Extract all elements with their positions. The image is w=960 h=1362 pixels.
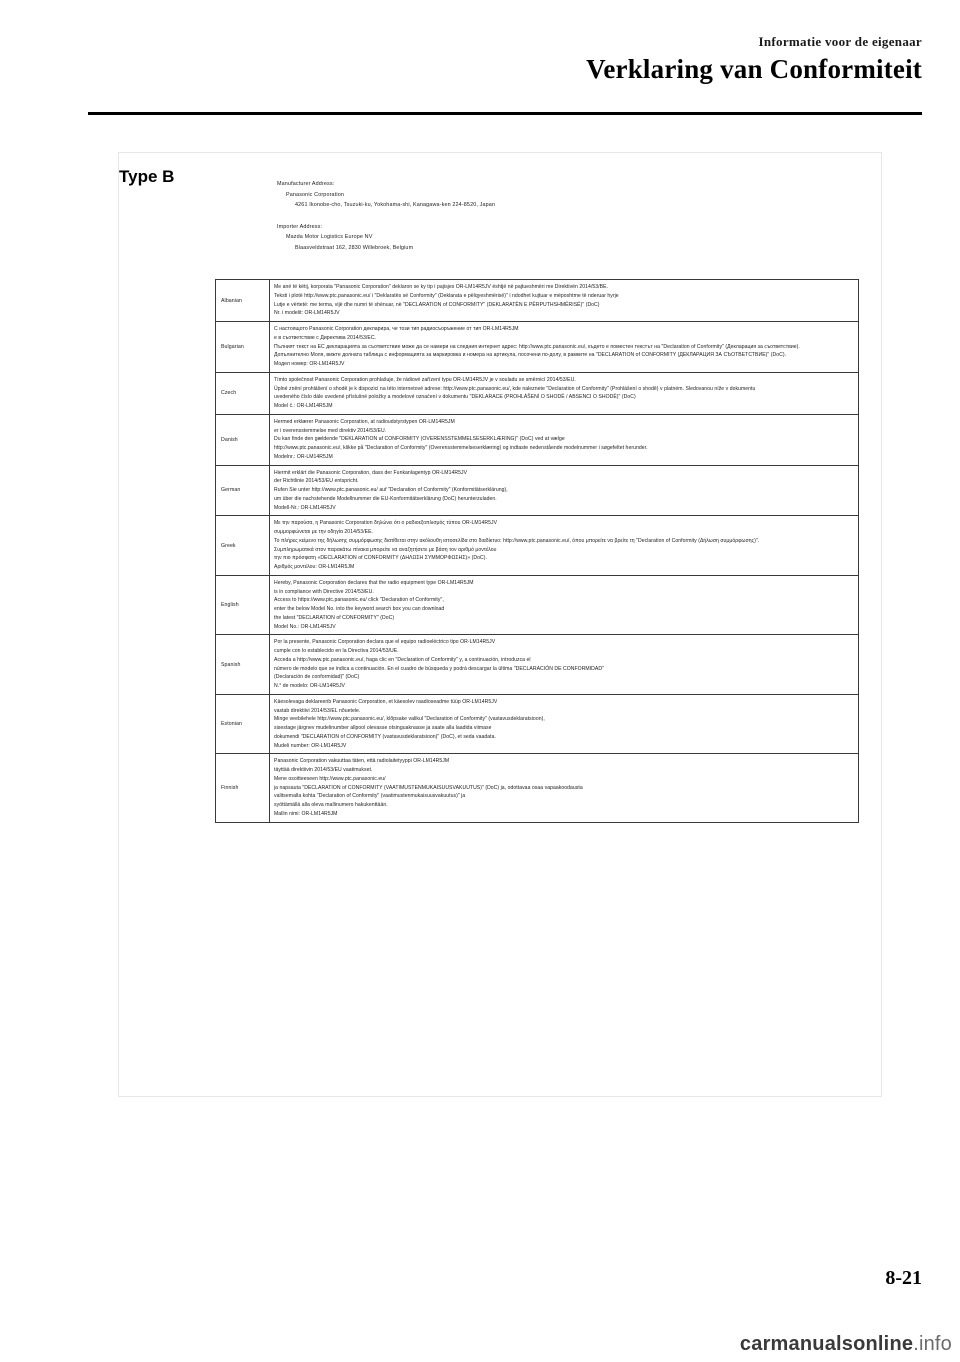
declaration-text-line: (Declaración de conformidad)" (DoC): [274, 674, 360, 681]
declaration-text-line: Допълнително Моля, вижте долната таблица с информацията за маркировка и номера на артикула, посочени по-долу, в рамките на "DECLARATION of CONFORMITY (ДЕКЛАРАЦИЯ ЗА СЪОТВЕТСТВИЕ)" (DoC).: [274, 352, 787, 359]
declaration-text-cell: [270, 516, 859, 576]
table-row: [216, 465, 859, 516]
declaration-text-line: Το πλήρες κείμενο της δήλωσης συμμόρφωσης διατίθεται στην ακόλουθη ιστοσελίδα στο διαδίκτυο: http://www.ptc.panasonic.eu/, όπου μπορείτε να βρείτε τη "Declaration of Conformity (Δήλωση συμμόρφωσης)".: [274, 537, 760, 544]
declaration-text-line: cumple con lo establecido en la Directiva 2014/53/UE.: [274, 648, 399, 654]
declaration-text-line: Käesolevaga deklareerib Panasonic Corporation, et käesolev raadioseadme tüüp OR-LM14R5JV: [274, 698, 498, 705]
declaration-text-line: the latest "DECLARATION of CONFORMITY" (DoC): [274, 614, 395, 621]
document-frame: [118, 152, 882, 1097]
table-row: [216, 754, 859, 822]
language-cell: Greek: [216, 516, 270, 576]
declaration-text-line: enter the below Model No. into the keyword search box you can download: [274, 606, 445, 612]
language-cell: Spanish: [216, 635, 270, 695]
header-divider: [88, 112, 922, 115]
declaration-table-body: [216, 280, 859, 823]
declaration-text-line: syöttämällä alla oleva mallinumero hakukenttään.: [274, 802, 388, 808]
declaration-text-line: Με την παρούσα, η Panasonic Corporation δηλώνει ότι ο ραδιοεξοπλισμός τύπου OR-LM14R5JV: [274, 520, 498, 527]
declaration-text-line: ja napsauta "DECLARATION of CONFORMITY (VAATIMUSTENMUKAISUUSVAKUUTUS)" (DoC) ja, odottavaa osaa vapaakoodausta: [274, 784, 583, 791]
manufacturer-address-line: 4261 Ikonobe-cho, Tsuzuki-ku, Yokohama-shi, Kanagawa-ken 224-8520, Japan: [295, 202, 496, 209]
declaration-text-line: Access to https://www.ptc.panasonic.eu/ click "Declaration of Conformity",: [274, 597, 444, 604]
watermark-suffix: .info: [913, 1333, 952, 1355]
manufacturer-name: Panasonic Corporation: [286, 191, 344, 198]
declaration-text-line: número de modelo que se indica a continuación. En el cuadro de búsqueda y podrá descargar la última "DECLARACIÓN DE CONFORMIDAD": [274, 665, 604, 672]
declaration-text-line: Model No.: OR-LM14R5JV: [274, 623, 336, 630]
declaration-text-cell: [270, 754, 859, 822]
declaration-text-line: С настоящото Panasonic Corporation декларира, че този тип радиосъоръжение от тип OR-LM14R5JM: [274, 326, 519, 332]
declaration-text-cell: [270, 465, 859, 516]
site-watermark: [740, 1333, 952, 1356]
declaration-text-line: Por la presente, Panasonic Corporation declara que el equipo radioeléctrico tipo OR-LM14R5JV: [274, 639, 496, 646]
declaration-of-conformity-table: [215, 279, 859, 823]
declaration-text-line: Panasonic Corporation vakuuttaa täten, että radiolaitetyyppi OR-LM14R5JM: [274, 758, 450, 765]
declaration-text-line: Mallin nimi: OR-LM14R5JM: [274, 810, 338, 817]
table-row: [216, 516, 859, 576]
declaration-text-line: Modell-Nr.: OR-LM14R5JV: [274, 504, 336, 511]
declaration-text-cell: [270, 694, 859, 754]
declaration-text-line: την πιο πρόσφατη «DECLARATION of CONFORMITY (ΔΗΛΩΣΗ ΣΥΜΜΟΡΦΩΣΗΣ)» (DoC).: [274, 555, 487, 562]
declaration-text-line: er i overensstemmelse med direktiv 2014/53/EU.: [274, 427, 387, 434]
declaration-text-line: täyttää direktiivin 2014/53/EU vaatimukset.: [274, 767, 373, 773]
declaration-text-line: Hereby, Panasonic Corporation declares that the radio equipment type OR-LM14R5JM: [274, 579, 474, 586]
declaration-text-cell: [270, 280, 859, 322]
declaration-text-cell: [270, 322, 859, 373]
address-spacer: [277, 211, 837, 222]
table-row: [216, 694, 859, 754]
address-block: [277, 179, 837, 253]
importer-address-heading: Importer Address:: [277, 223, 323, 230]
declaration-text-cell: [270, 372, 859, 414]
declaration-text-line: sisestage järgnev mudelinumber allpool olevasse otsinguaknasse ja saate alla laadida viimase: [274, 725, 492, 731]
language-cell: Albanian: [216, 280, 270, 322]
declaration-text-line: Hermed erklærer Panasonic Corporation, at radioudstyrstypen OR-LM14R5JM: [274, 418, 455, 425]
header-kicker: Informatie voor de eigenaar: [758, 34, 922, 49]
language-cell: Danish: [216, 414, 270, 465]
language-cell: Bulgarian: [216, 322, 270, 373]
declaration-text-line: Rufen Sie unter http://www.ptc.panasonic.eu/ auf "Declaration of Conformity" (Konformitätserklärung),: [274, 487, 508, 493]
declaration-text-line: е в съответствие с Директива 2014/53/ЕС.: [274, 334, 377, 341]
declaration-text-line: Du kan finde den gældende "DEKLARATION af CONFORMITY (OVERENSSTEMMELSESERKLÆRING)" (DoC) ved at vælge: [274, 436, 565, 443]
table-row: [216, 322, 859, 373]
declaration-text-cell: [270, 635, 859, 695]
declaration-text-line: Модел номер: OR-LM14R5JV: [274, 361, 345, 367]
declaration-text-line: Nr. i modelit: OR-LM14R5JV: [274, 310, 340, 317]
declaration-text-line: Mudeli number: OR-LM14R5JV: [274, 742, 347, 749]
declaration-text-line: Lutje e vërtetë: me terma, vijë dhe numri të shënuar, në "DECLARATION of CONFORMITY" (DEKLARATËN E PËRPUTHSHMËRISË)" (DoC): [274, 301, 600, 308]
declaration-text-line: valitsemalla kohta "Declaration of Conformity" (vaatimustenmukaisuusvakuutus)" ja: [274, 793, 466, 800]
declaration-text-line: συμμορφώνεται με την οδηγία 2014/53/ΕΕ.: [274, 529, 374, 535]
language-cell: English: [216, 575, 270, 635]
declaration-text-line: vastab direktiivi 2014/53/EL nõuetele.: [274, 707, 361, 714]
table-row: [216, 280, 859, 322]
declaration-text-line: Mene osoitteeseen http://www.ptc.panasonic.eu/: [274, 775, 386, 782]
importer-name: Mazda Motor Logistics Europe NV: [286, 234, 373, 241]
page-number: 8-21: [885, 1267, 922, 1289]
importer-address-line: Blaasveldstraat 162, 2830 Willebroek, Belgium: [295, 244, 414, 251]
declaration-text-cell: [270, 414, 859, 465]
page-title: Verklaring van Conformiteit: [586, 54, 922, 84]
declaration-text-line: Пълният текст на ЕС декларацията за съответствие може да се намери на следния интернет адрес: http://www.ptc.panasonic.eu/, където е поместен текстът на "Declaration of Conformity" (Декларация за съответствие).: [274, 343, 800, 350]
declaration-text-line: Hiermit erklärt die Panasonic Corporation, dass der Funkanlagentyp OR-LM14R5JV: [274, 469, 468, 476]
table-row: [216, 635, 859, 695]
declaration-text-line: Συμπληρωματικά στον παρακάτω πίνακα μπορείτε να αναζητήσετε με βάση τον αριθμό μοντέλου: [274, 546, 497, 553]
table-row: [216, 414, 859, 465]
declaration-text-line: Minge veebilehele http://www.ptc.panasonic.eu/, klõpsake valikul "Declaration of Conformity" (vastavusdeklaratsioon),: [274, 716, 545, 723]
manufacturer-address-heading: Manufacturer Address:: [277, 181, 335, 187]
declaration-text-line: is in compliance with Directive 2014/53/EU.: [274, 588, 374, 595]
declaration-text-line: um über die nachstehende Modellnummer die EU-Konformitätserklärung (DoC) herunterzuladen.: [274, 495, 497, 502]
declaration-text-line: Teksti i plotë http://www.ptc.panasonic.eu/ i "Deklaratës së Conformity" (Deklarata e pëlqyeshmërisë)" i ndodhet kujtuar e mëposhtme të nderuar hyrje: [274, 292, 619, 299]
declaration-text-cell: [270, 575, 859, 635]
language-cell: Estonian: [216, 694, 270, 754]
declaration-text-line: uvedeného číslo dále uvedené příslušné položky a modelové označení v dokumentu "DEKLARACE (PROHLÁŠENÍ O SHODĚ / ABSENCI O SHODĚ)" (DoC): [274, 394, 636, 401]
declaration-text-line: Úplné znění prohlášení o shodě je k dispozici na této internetové adrese: http://www.ptc.panasonic.eu/, kde naleznete "Declaration of Conformity" (Prohlášení o shodě) v platném. Sledovanou níže v dokumentu: [274, 385, 756, 392]
declaration-text-line: Acceda a http://www.ptc.panasonic.eu/, haga clic en "Declaration of Conformity" y, a continuación, introduzca el: [274, 656, 531, 663]
page-header: [586, 34, 922, 85]
declaration-text-line: Tímto společnost Panasonic Corporation prohlašuje, že rádiové zařízení typu OR-LM14R5JV je v souladu se směrnicí 2014/53/EU.: [274, 376, 576, 383]
declaration-text-line: der Richtlinie 2014/53/EU entspricht.: [274, 478, 359, 485]
declaration-text-line: N.° de modelo: OR-LM14R5JV: [274, 683, 345, 689]
language-cell: Czech: [216, 372, 270, 414]
language-cell: Finnish: [216, 754, 270, 822]
watermark-main: carmanualsonline: [739, 1333, 914, 1355]
declaration-text-line: Model č.: OR-LM14R5JM: [274, 403, 333, 409]
declaration-text-line: Modelnr.: OR-LM14R5JM: [274, 453, 333, 460]
declaration-text-line: Αριθμός μοντέλου: OR-LM14R5JM: [274, 564, 355, 570]
section-type-label: Type B: [119, 167, 175, 186]
table-row: [216, 372, 859, 414]
language-cell: German: [216, 465, 270, 516]
table-row: [216, 575, 859, 635]
declaration-text-line: http://www.ptc.panasonic.eu/, klikke på "Declaration of Conformity" (Overensstemmelseserklæring) og indtaste nedenstående modelnummer i søgefeltet herunder.: [274, 445, 648, 451]
declaration-text-line: Me anë të këtij, korporata "Panasonic Corporation" deklaron se ky tip i pajisjes OR-LM14R5JV ështjë në pajtueshmëri me Direktivën 2014/53/BE.: [274, 284, 608, 290]
declaration-text-line: dokumendi "DECLARATION of CONFORMITY (vastavusdeklaratsioon)" (DoC), et seda vaadata.: [274, 733, 496, 740]
